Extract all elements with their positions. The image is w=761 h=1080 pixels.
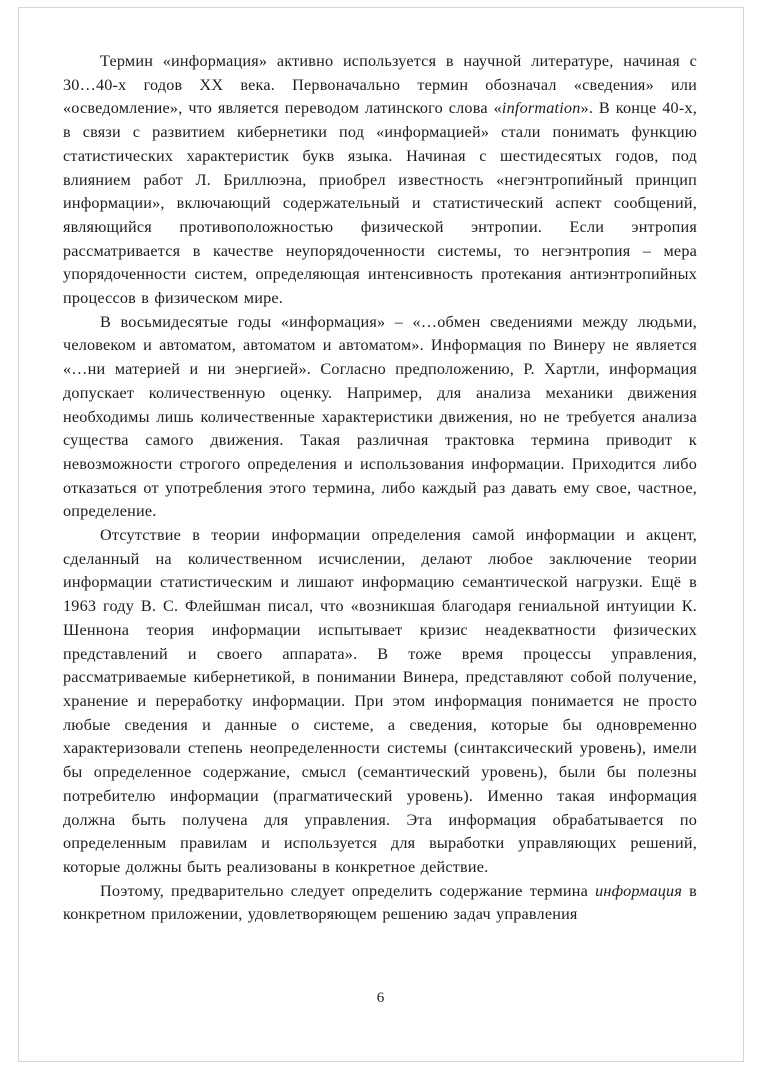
body-text: Поэтому, предварительно следует определить содержание термина (100, 881, 596, 900)
body-text: ». В конце 40-х, в связи с развитием кибернетики под «информацией» стали понимать функцию статистических характеристик букв языка. Начиная с шестидесятых годов, под влиянием работ Л. Бриллюэна, приобрел известность «негэнтропийный принцип информации», включающий содержательный и статистический аспект сообщений, являющийся противоположностью физической энтропии. Если энтропия рассматривается в качестве неупорядоченности системы, то негэнтропия – мера упорядоченности систем, определяющая интенсивность протекания антиэнтропийных процессов в физическом мире. (63, 99, 697, 308)
body-text: В восьмидесятые годы «информация» – «…обмен сведениями между людьми, человеком и автоматом, автоматом и автоматом». Информация по Винеру не является «…ни материей и ни энергией». Согласно предположению, Р. Хартли, информация допускает количественную оценку. Например, для анализа механики движения необходимы лишь количественные характеристики движения, но не требуется анализа существа самого движения. Такая различная трактовка термина приводит к невозможности строгого определения и использования информации. Приходится либо отказаться от употребления этого термина, либо каждый раз давать ему свое, частное, определение. (63, 312, 697, 521)
italic-text: information (501, 99, 581, 118)
paragraph (63, 524, 697, 880)
page-number: 6 (376, 990, 385, 1006)
paragraph (63, 311, 697, 524)
text-block (63, 50, 697, 927)
paragraph (63, 880, 697, 927)
body-text: Отсутствие в теории информации определения самой информации и акцент, сделанный на количественном исчислении, делают любое заключение теории информации статистическим и лишают информацию семантической нагрузки. Ещё в 1963 году В. С. Флейшман писал, что «возникшая благодаря гениальной интуиции К. Шеннона теория информации испытывает кризис неадекватности физических представлений и своего аппарата». В тоже время процессы управления, рассматриваемые кибернетикой, в понимании Винера, представляют собой получение, хранение и переработку информации. При этом информация понимается не просто любые сведения и данные о системе, а сведения, которые бы одновременно характеризовали степень неопределенности системы (синтаксический уровень), имели бы определенное содержание, смысл (семантический уровень), были бы полезны потребителю информации (прагматический уровень). Именно такая информация должна быть получена для управления. Эта информация обрабатывается по определенным правилам и используется для выработки управляющих решений, которые должны быть реализованы в конкретное действие. (63, 526, 697, 876)
italic-text: информация (595, 881, 683, 900)
body-text: Термин «информация» активно используется в научной литературе, начиная с 30…40-х годов XX века. Первоначально термин обозначал «сведения» или «осведомление», что является переводом латинского слова « (63, 52, 697, 118)
paragraph (63, 50, 697, 311)
body-text: в конкретном приложении, удовлетворяющем решению задач управления (63, 881, 697, 924)
